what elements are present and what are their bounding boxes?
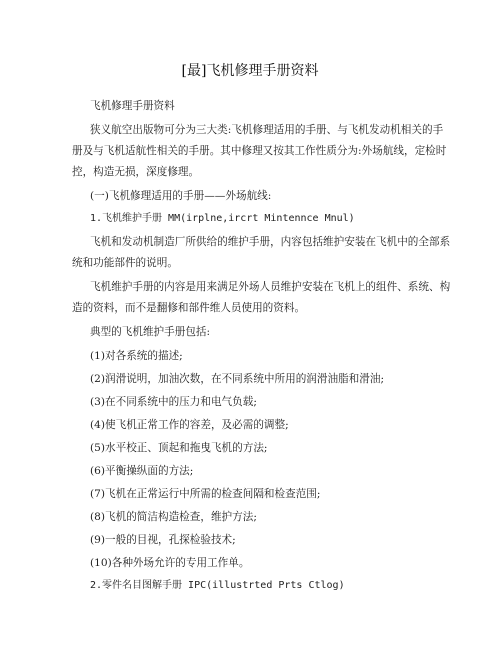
list-item: (9)一般的目视，孔探检验技术; (90, 534, 236, 546)
body-line: 飞机和发动机制造厂所供给的维护手册，内容包括维护安装在飞机中的全部系 (90, 236, 451, 248)
subsection-heading: 2.零件名目图解手册 IPC(illustrted Prts Ctlog) (90, 580, 345, 591)
list-item: (10)各种外场允许的专用工作单。 (90, 557, 250, 569)
list-item: (8)飞机的简洁构造检查，维护方法; (90, 511, 257, 523)
list-item: (6)平衡操纵面的方法; (90, 465, 194, 477)
body-line: 统和功能部件的说明。 (72, 257, 178, 269)
list-intro: 典型的飞机维护手册包括: (90, 326, 211, 338)
body-line: 造的资料，而不是翻修和部件维人员使用的资料。 (72, 302, 306, 314)
body-line: 飞机维护手册的内容是用来满足外场人员维护安装在飞机上的组件、系统、构 (90, 281, 451, 293)
body-line: 控，构造无损，深度修理。 (72, 166, 200, 178)
list-item: (5)水平校正、顶起和拖曳飞机的方法; (90, 442, 268, 454)
body-line: 狭义航空出版物可分为三大类:飞机修理适用的手册、与飞机发动机相关的手 (90, 124, 444, 136)
body-line: 册及与飞机适航性相关的手册。其中修理又按其工作性质分为:外场航线，定检时 (72, 145, 447, 157)
list-item: (4)使飞机正常工作的容差，及必需的调整; (90, 419, 289, 431)
section-heading: (一)飞机修理适用的手册——外场航线: (90, 190, 272, 202)
list-item: (3)在不同系统中的压力和电气负载; (90, 396, 257, 408)
list-item: (7)飞机在正常运行中所需的检查间隔和检查范围; (90, 488, 321, 500)
subtitle-line: 飞机修理手册资料 (90, 100, 175, 112)
subsection-heading: 1.飞机维护手册 MM(irplne,ircrt Mintennce Mnul) (90, 213, 355, 224)
list-item: (1)对各系统的描述; (90, 350, 183, 362)
list-item: (2)润滑说明，加油次数，在不同系统中所用的润滑油脂和滑油; (90, 373, 385, 385)
document-title: [最]飞机修理手册资料 (181, 63, 319, 79)
